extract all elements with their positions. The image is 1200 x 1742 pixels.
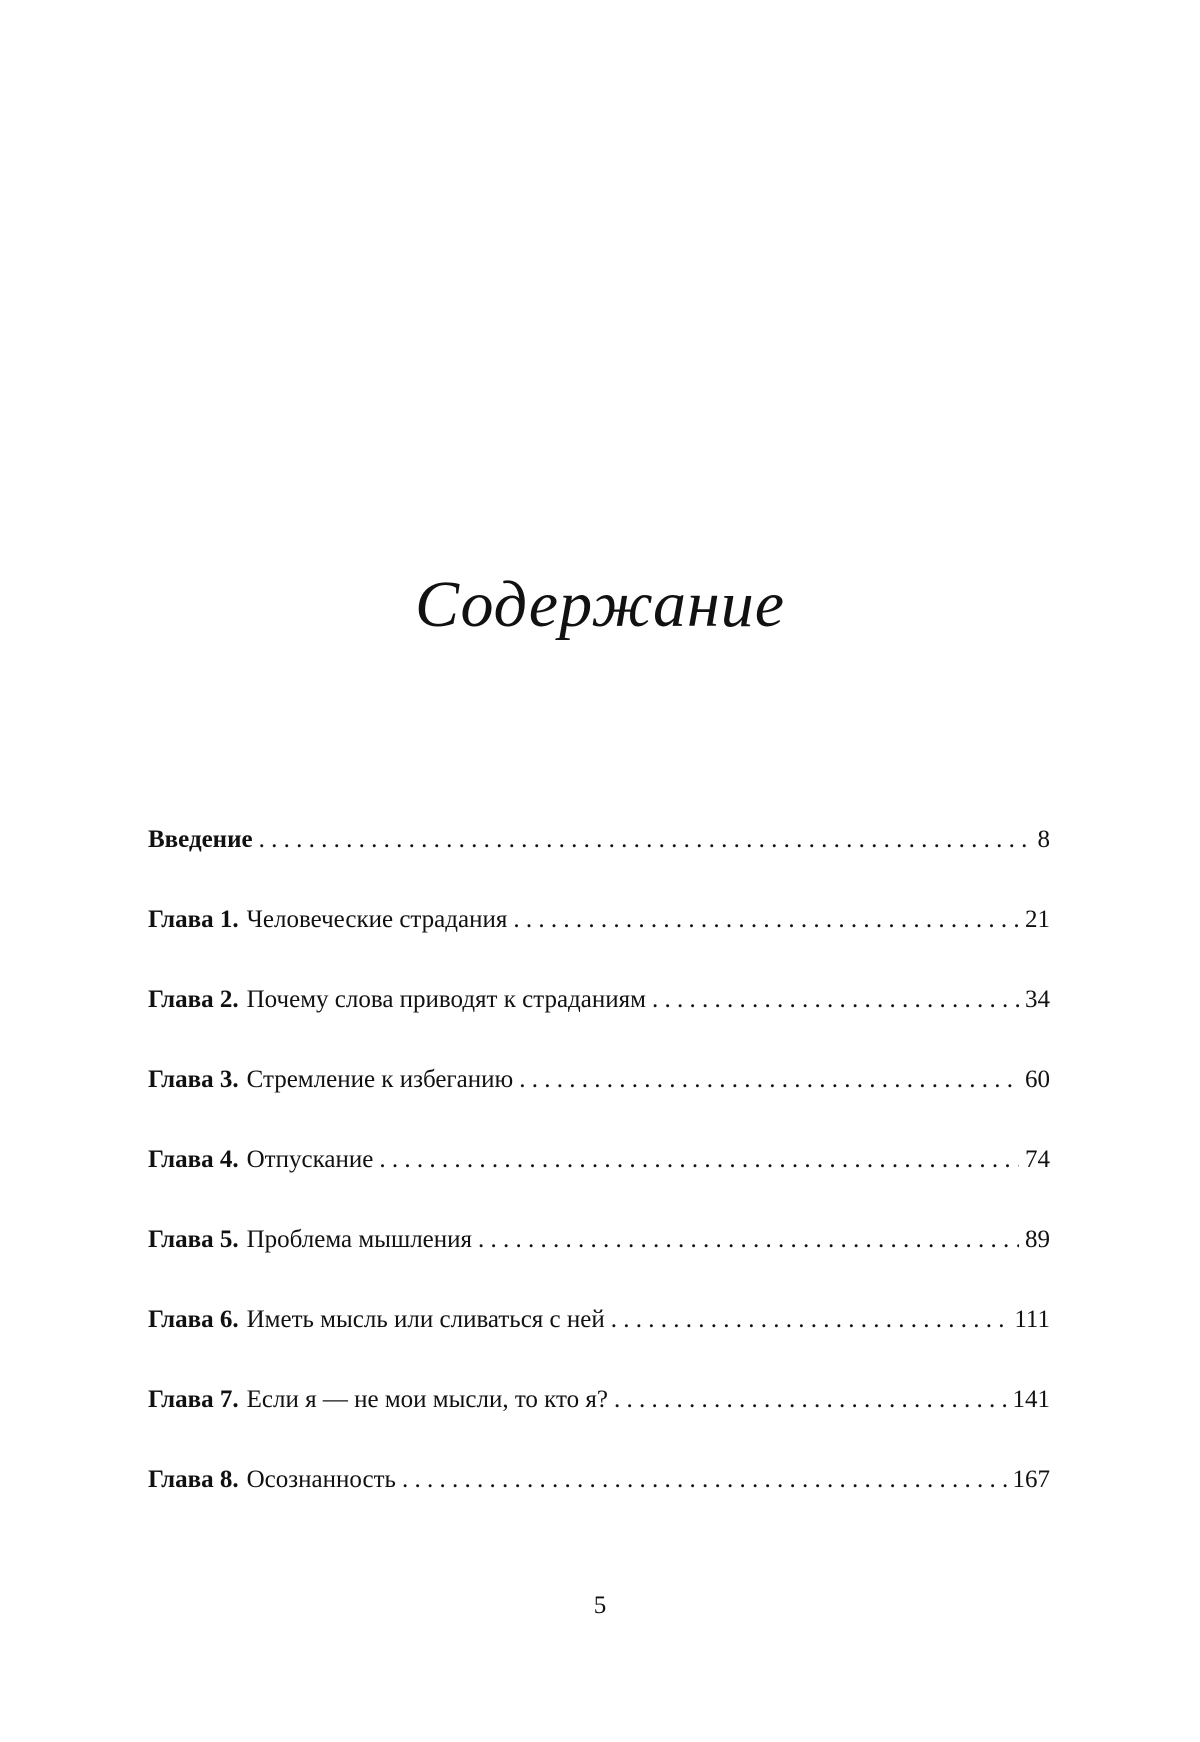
dot-leader — [519, 1060, 1019, 1100]
toc-entry-title: Стремление к избеганию — [246, 1066, 514, 1093]
toc-entry-label: Введение — [148, 826, 253, 853]
toc-entry-page: 167 — [1012, 1466, 1050, 1493]
toc-entry-chapter-5[interactable] — [148, 1220, 1050, 1300]
toc-entry-introduction[interactable] — [148, 820, 1050, 900]
toc-entry-label: Глава 7. — [148, 1386, 239, 1413]
page-title: Содержание — [414, 568, 785, 641]
dot-leader — [513, 900, 1019, 940]
toc-entry-page: 21 — [1025, 906, 1050, 933]
toc-entry-chapter-8[interactable] — [148, 1460, 1050, 1540]
toc-entry-page: 141 — [1012, 1386, 1050, 1413]
toc-entry-label: Глава 4. — [148, 1146, 239, 1173]
toc-entry-label: Глава 8. — [148, 1466, 239, 1493]
toc-entry-title: Проблема мышления — [246, 1226, 473, 1253]
toc-entry-chapter-4[interactable] — [148, 1140, 1050, 1220]
toc-entry-page: 8 — [1037, 826, 1050, 853]
toc-entry-label: Глава 1. — [148, 906, 239, 933]
toc-entry-title: Почему слова приводят к страданиям — [246, 986, 646, 1013]
toc-entry-label: Глава 2. — [148, 986, 239, 1013]
dot-leader — [611, 1300, 1009, 1340]
toc-entry-chapter-3[interactable] — [148, 1060, 1050, 1140]
toc-entry-label: Глава 6. — [148, 1306, 239, 1333]
toc-entry-label: Глава 3. — [148, 1066, 239, 1093]
toc-entry-chapter-7[interactable] — [148, 1380, 1050, 1460]
toc-entry-page: 89 — [1025, 1226, 1050, 1253]
page-number: 5 — [593, 1592, 607, 1619]
dot-leader — [402, 1460, 1007, 1500]
dot-leader — [614, 1380, 1007, 1420]
toc-entry-chapter-2[interactable] — [148, 980, 1050, 1060]
toc-entry-page: 60 — [1025, 1066, 1050, 1093]
toc-entry-page: 34 — [1025, 986, 1050, 1013]
toc-entry-title: Если я — не мои мысли, то кто я? — [246, 1386, 608, 1413]
dot-leader — [379, 1140, 1019, 1180]
toc-entry-page: 111 — [1014, 1306, 1050, 1333]
toc-entry-title: Человеческие страдания — [246, 906, 508, 933]
table-of-contents — [148, 820, 1050, 1540]
toc-entry-title: Отпускание — [246, 1146, 374, 1173]
toc-entry-chapter-1[interactable] — [148, 900, 1050, 980]
dot-leader — [652, 980, 1019, 1020]
toc-entry-chapter-6[interactable] — [148, 1300, 1050, 1380]
toc-entry-page: 74 — [1025, 1146, 1050, 1173]
dot-leader — [478, 1220, 1019, 1260]
toc-entry-label: Глава 5. — [148, 1226, 239, 1253]
dot-leader — [259, 820, 1032, 860]
toc-entry-title: Иметь мысль или сливаться с ней — [246, 1306, 605, 1333]
toc-entry-title: Осознанность — [246, 1466, 396, 1493]
